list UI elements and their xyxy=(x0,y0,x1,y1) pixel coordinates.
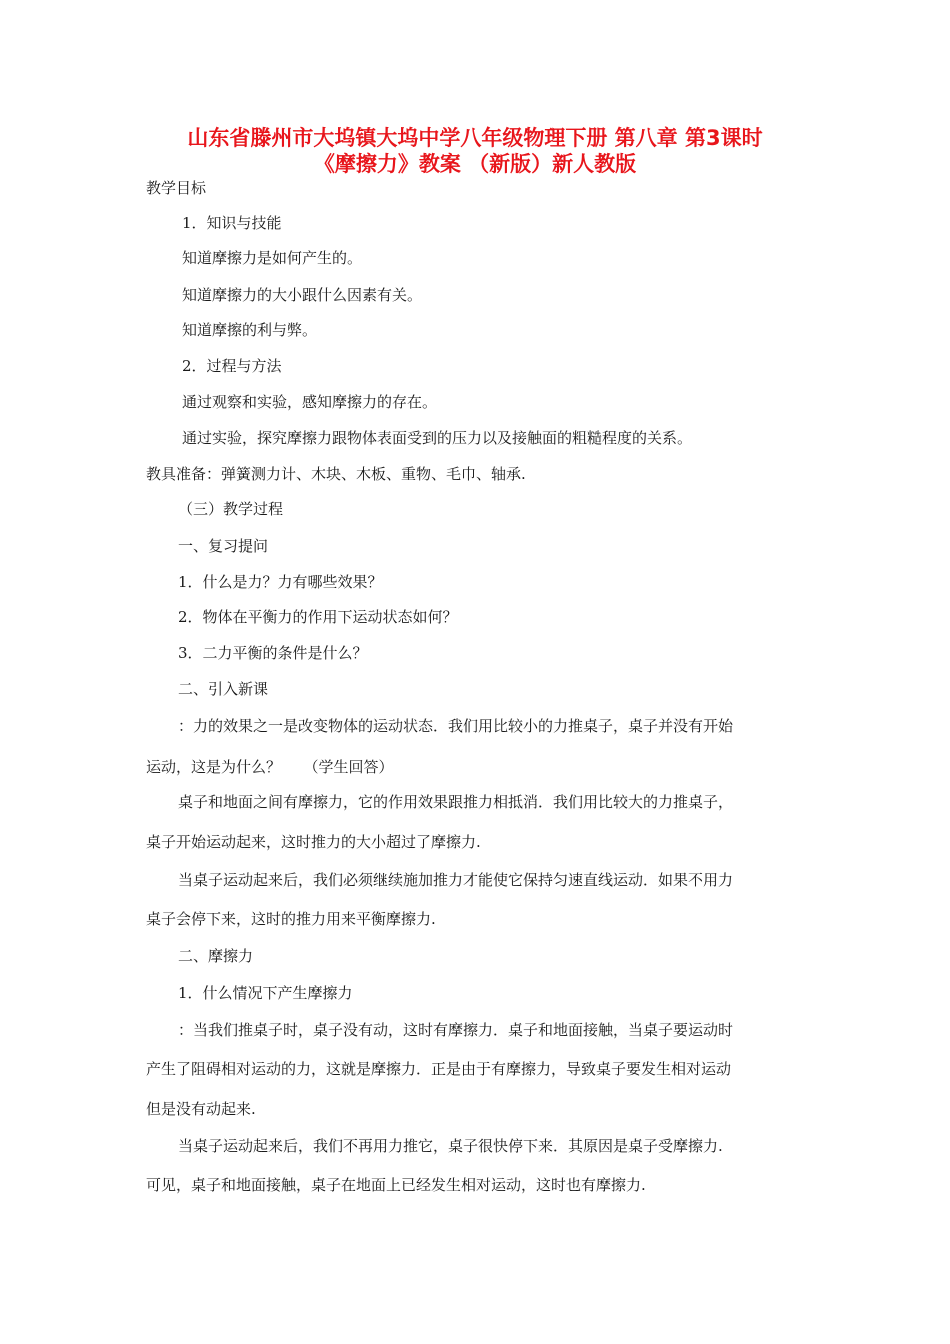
paragraph-line: 知道摩擦力的大小跟什么因素有关。 xyxy=(182,286,423,304)
section-heading-objectives: 教学目标 xyxy=(146,179,207,197)
paragraph-line-materials: 教具准备：弹簧测力计、木块、木板、重物、毛巾、轴承. xyxy=(146,465,526,483)
document-title-line-1: 山东省滕州市大坞镇大坞中学八年级物理下册 第八章 第3课时 xyxy=(187,126,763,150)
paragraph-line: 知道摩擦力是如何产生的。 xyxy=(182,249,363,267)
subheading-friction-conditions: 1．什么情况下产生摩擦力 xyxy=(178,984,353,1002)
section-heading-teaching-process: （三）教学过程 xyxy=(178,500,284,518)
section-heading-review: 一、复习提问 xyxy=(178,537,269,555)
paragraph-line: 桌子和地面之间有摩擦力，它的作用效果跟推力相抵消．我们用比较大的力推桌子， xyxy=(178,793,734,811)
paragraph-line: 可见，桌子和地面接触，桌子在地面上已经发生相对运动，这时也有摩擦力. xyxy=(146,1176,646,1194)
subheading-process-method: 2．过程与方法 xyxy=(182,357,282,375)
paragraph-line: 知道摩擦的利与弊。 xyxy=(182,321,318,339)
paragraph-line: 桌子会停下来，这时的推力用来平衡摩擦力. xyxy=(146,910,436,928)
paragraph-line: ：当我们推桌子时，桌子没有动，这时有摩擦力．桌子和地面接触，当桌子要运动时 xyxy=(178,1021,734,1039)
paragraph-line: 当桌子运动起来后，我们不再用力推它，桌子很快停下来．其原因是桌子受摩擦力. xyxy=(178,1137,723,1155)
paragraph-line: 但是没有动起来. xyxy=(146,1100,256,1118)
paragraph-line: 当桌子运动起来后，我们必须继续施加推力才能使它保持匀速直线运动．如果不用力 xyxy=(178,871,734,889)
section-heading-new-lesson: 二、引入新课 xyxy=(178,680,269,698)
subheading-knowledge-skills: 1．知识与技能 xyxy=(182,214,282,232)
paragraph-line: 运动，这是为什么？ （学生回答） xyxy=(146,758,394,776)
question-line: 1．什么是力？力有哪些效果？ xyxy=(178,573,383,591)
paragraph-line: 通过观察和实验，感知摩擦力的存在。 xyxy=(182,393,438,411)
paragraph-line: 桌子开始运动起来，这时推力的大小超过了摩擦力. xyxy=(146,833,481,851)
question-line: 3．二力平衡的条件是什么？ xyxy=(178,644,368,662)
document-title-line-2: 《摩擦力》教案 （新版）新人教版 xyxy=(313,152,637,176)
paragraph-line: ：力的效果之一是改变物体的运动状态．我们用比较小的力推桌子，桌子并没有开始 xyxy=(178,717,734,735)
section-heading-friction: 二、摩擦力 xyxy=(178,947,254,965)
paragraph-line: 通过实验，探究摩擦力跟物体表面受到的压力以及接触面的粗糙程度的关系。 xyxy=(182,429,693,447)
question-line: 2．物体在平衡力的作用下运动状态如何？ xyxy=(178,608,458,626)
paragraph-line: 产生了阻碍相对运动的力，这就是摩擦力．正是由于有摩擦力，导致桌子要发生相对运动 xyxy=(146,1060,732,1078)
